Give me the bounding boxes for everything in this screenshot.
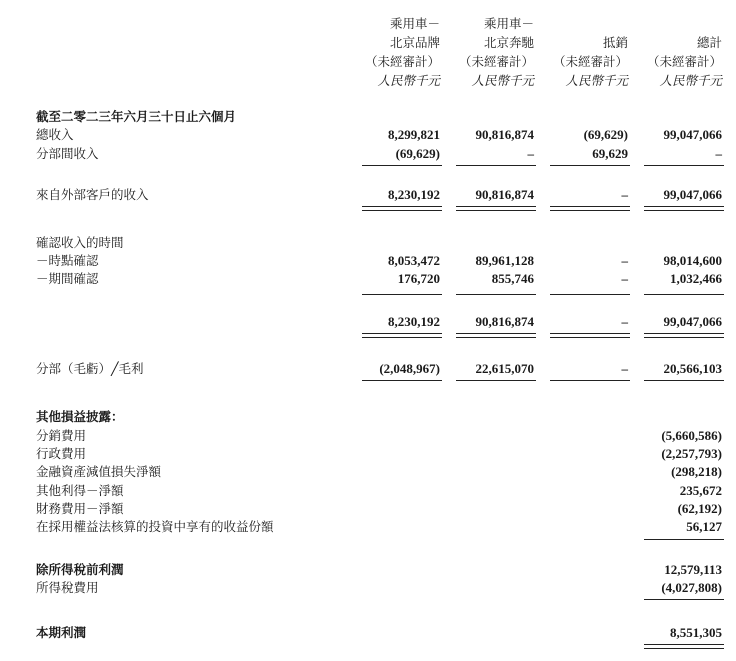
table-row <box>0 518 736 536</box>
section-heading: 確認收入的時間 <box>36 235 124 250</box>
total-double-rule <box>644 206 724 211</box>
row-label: 分部（毛虧）╱毛利 <box>36 361 144 376</box>
cell-value: 90,816,874 <box>475 127 534 142</box>
column-header-beijing-brand <box>365 14 440 90</box>
table-row <box>0 579 736 597</box>
table-row <box>0 500 736 518</box>
total-double-rule <box>362 333 442 338</box>
table-row <box>0 360 736 378</box>
cell-value: (298,218) <box>671 464 722 479</box>
table-row <box>0 234 736 252</box>
cell-value: 22,615,070 <box>475 361 534 376</box>
cell-value: 56,127 <box>686 519 722 534</box>
cell-value: 99,047,066 <box>663 314 722 329</box>
row-label: 本期利潤 <box>36 625 87 640</box>
row-label: 所得稅費用 <box>36 580 99 595</box>
header-line: 總計 <box>696 35 722 50</box>
row-label: －時點確認 <box>36 253 99 268</box>
header-line: （未經審計） <box>458 54 534 69</box>
row-label: 除所得稅前利潤 <box>36 562 124 577</box>
cell-value: 8,551,305 <box>670 625 722 640</box>
cell-value: – <box>621 253 628 268</box>
cell-value: 89,961,128 <box>475 253 534 268</box>
subtotal-rule <box>362 380 442 381</box>
table-row <box>0 445 736 463</box>
header-line: （未經審計） <box>646 54 722 69</box>
table-row <box>0 408 736 426</box>
subtotal-rule <box>644 165 724 166</box>
header-line: （未經審計） <box>552 54 628 69</box>
row-label: 來自外部客戶的收入 <box>36 187 149 202</box>
subtotal-rule <box>362 165 442 166</box>
cell-value: 8,230,192 <box>388 187 440 202</box>
row-label: 分銷費用 <box>36 428 87 443</box>
subtotal-rule <box>456 165 536 166</box>
cell-value: (2,048,967) <box>379 361 440 376</box>
table-row <box>0 186 736 204</box>
row-label: 總收入 <box>36 127 74 142</box>
cell-value: – <box>715 146 722 161</box>
row-label: －期間確認 <box>36 271 99 286</box>
subtotal-rule <box>456 294 536 295</box>
cell-value: 98,014,600 <box>663 253 722 268</box>
cell-value: 8,299,821 <box>388 127 440 142</box>
cell-value: 8,053,472 <box>388 253 440 268</box>
cell-value: 69,629 <box>592 146 628 161</box>
subtotal-rule <box>644 380 724 381</box>
header-line: 北京品牌 <box>389 35 440 50</box>
header-line <box>647 14 722 33</box>
header-line: （未經審計） <box>364 54 440 69</box>
cell-value: 90,816,874 <box>475 314 534 329</box>
header-currency: 人民幣千元 <box>377 73 440 88</box>
total-double-rule <box>456 206 536 211</box>
table-row <box>0 252 736 270</box>
total-double-rule <box>550 333 630 338</box>
header-line: 北京奔馳 <box>483 35 534 50</box>
period-heading: 截至二零二三年六月三十日止六個月 <box>36 109 237 124</box>
period-heading-row <box>0 108 736 126</box>
table-row <box>0 145 736 163</box>
cell-value: – <box>527 146 534 161</box>
row-label: 分部間收入 <box>36 146 99 161</box>
cell-value: – <box>621 314 628 329</box>
row-label: 金融資產減值損失淨額 <box>36 464 162 479</box>
table-row <box>0 624 736 642</box>
subtotal-rule <box>644 294 724 295</box>
subtotal-rule <box>456 380 536 381</box>
table-row <box>0 313 736 331</box>
row-label: 行政費用 <box>36 446 87 461</box>
cell-value: (4,027,808) <box>661 580 722 595</box>
column-header-beijing-benz <box>459 14 534 90</box>
cell-value: 99,047,066 <box>663 127 722 142</box>
table-row <box>0 482 736 500</box>
table-row <box>0 427 736 445</box>
cell-value: 12,579,113 <box>664 562 722 577</box>
subtotal-rule <box>644 539 724 540</box>
subtotal-rule <box>550 380 630 381</box>
column-header-total <box>647 14 722 90</box>
cell-value: (69,629) <box>583 127 628 142</box>
header-currency: 人民幣千元 <box>471 73 534 88</box>
cell-value: 99,047,066 <box>663 187 722 202</box>
cell-value: (62,192) <box>677 501 722 516</box>
cell-value: 235,672 <box>679 483 722 498</box>
total-double-rule <box>456 333 536 338</box>
cell-value: (69,629) <box>395 146 440 161</box>
cell-value: 8,230,192 <box>388 314 440 329</box>
header-line: 乘用車－ <box>389 16 440 31</box>
cell-value: – <box>621 271 628 286</box>
header-line <box>553 14 628 33</box>
cell-value: 1,032,466 <box>670 271 722 286</box>
row-label: 其他利得－淨額 <box>36 483 124 498</box>
row-label: 財務費用－淨額 <box>36 501 124 516</box>
subtotal-rule <box>550 294 630 295</box>
cell-value: – <box>621 187 628 202</box>
subtotal-rule <box>644 599 724 600</box>
table-row <box>0 561 736 579</box>
cell-value: (5,660,586) <box>661 428 722 443</box>
cell-value: 20,566,103 <box>663 361 722 376</box>
table-row <box>0 463 736 481</box>
total-double-rule <box>550 206 630 211</box>
table-row <box>0 126 736 144</box>
header-line: 乘用車－ <box>483 16 534 31</box>
total-double-rule <box>644 333 724 338</box>
total-double-rule <box>362 206 442 211</box>
table-row <box>0 270 736 288</box>
cell-value: (2,257,793) <box>661 446 722 461</box>
subtotal-rule <box>362 294 442 295</box>
cell-value: 855,746 <box>491 271 534 286</box>
cell-value: – <box>621 361 628 376</box>
header-currency: 人民幣千元 <box>565 73 628 88</box>
header-currency: 人民幣千元 <box>659 73 722 88</box>
section-heading: 其他損益披露： <box>36 409 124 424</box>
subtotal-rule <box>550 165 630 166</box>
cell-value: 90,816,874 <box>475 187 534 202</box>
column-header-elimination <box>553 14 628 90</box>
total-double-rule <box>644 644 724 649</box>
row-label: 在採用權益法核算的投資中享有的收益份額 <box>36 519 274 534</box>
header-line: 抵銷 <box>602 35 628 50</box>
cell-value: 176,720 <box>397 271 440 286</box>
